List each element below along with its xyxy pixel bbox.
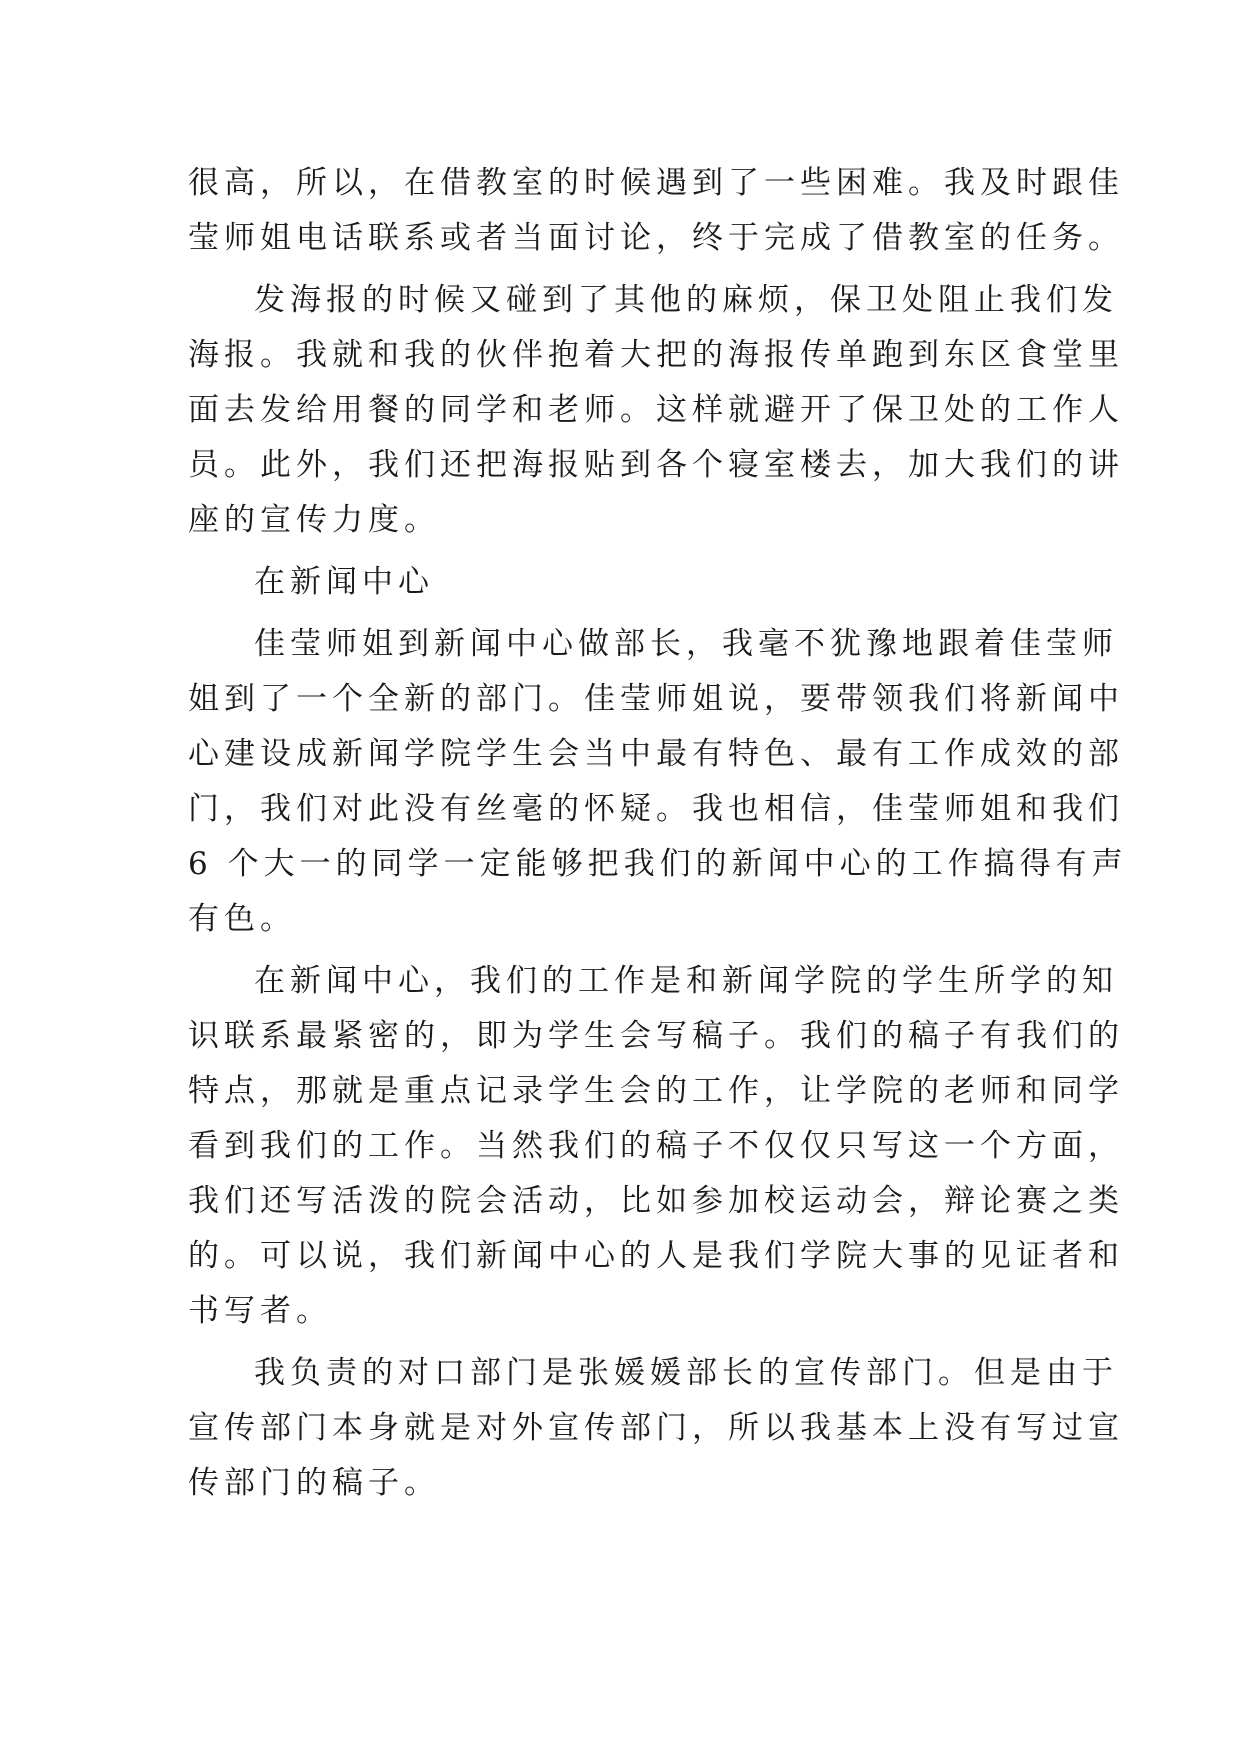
- text-line: 员。此外，我们还把海报贴到各个寝室楼去，加大我们的讲: [188, 447, 1124, 483]
- text-line: 海报。我就和我的伙伴抱着大把的海报传单跑到东区食堂里: [188, 337, 1124, 373]
- paragraph-first-line: 佳莹师姐到新闻中心做部长，我毫不犹豫地跟着佳莹师: [254, 626, 1118, 662]
- paragraph-first-line: 发海报的时候又碰到了其他的麻烦，保卫处阻止我们发: [254, 282, 1118, 318]
- text-line: 的。可以说，我们新闻中心的人是我们学院大事的见证者和: [188, 1238, 1124, 1274]
- text-line: 我们还写活泼的院会活动，比如参加校运动会，辩论赛之类: [188, 1183, 1124, 1219]
- text-line: 书写者。: [188, 1293, 332, 1329]
- document-body: [188, 156, 1128, 1511]
- text-line: 传部门的稿子。: [188, 1465, 440, 1501]
- text-line: 6 个大一的同学一定能够把我们的新闻中心的工作搞得有声: [188, 846, 1128, 882]
- text-line: 宣传部门本身就是对外宣传部门，所以我基本上没有写过宣: [188, 1410, 1124, 1446]
- text-line: 很高，所以，在借教室的时候遇到了一些困难。我及时跟佳: [188, 165, 1124, 201]
- text-line: 有色。: [188, 901, 296, 937]
- section-heading: 在新闻中心: [254, 564, 434, 600]
- text-line: 姐到了一个全新的部门。佳莹师姐说，要带领我们将新闻中: [188, 681, 1124, 717]
- paragraph-first-line: 我负责的对口部门是张媛媛部长的宣传部门。但是由于: [254, 1355, 1118, 1391]
- text-line: 座的宣传力度。: [188, 502, 440, 538]
- text-line: 识联系最紧密的，即为学生会写稿子。我们的稿子有我们的: [188, 1018, 1124, 1054]
- text-line: 莹师姐电话联系或者当面讨论，终于完成了借教室的任务。: [188, 220, 1124, 256]
- text-line: 门，我们对此没有丝毫的怀疑。我也相信，佳莹师姐和我们: [188, 791, 1124, 827]
- text-line: 心建设成新闻学院学生会当中最有特色、最有工作成效的部: [188, 736, 1124, 772]
- paragraph-first-line: 在新闻中心，我们的工作是和新闻学院的学生所学的知: [254, 963, 1118, 999]
- text-line: 看到我们的工作。当然我们的稿子不仅仅只写这一个方面，: [188, 1128, 1124, 1164]
- text-line: 特点，那就是重点记录学生会的工作，让学院的老师和同学: [188, 1073, 1124, 1109]
- text-line: 面去发给用餐的同学和老师。这样就避开了保卫处的工作人: [188, 392, 1124, 428]
